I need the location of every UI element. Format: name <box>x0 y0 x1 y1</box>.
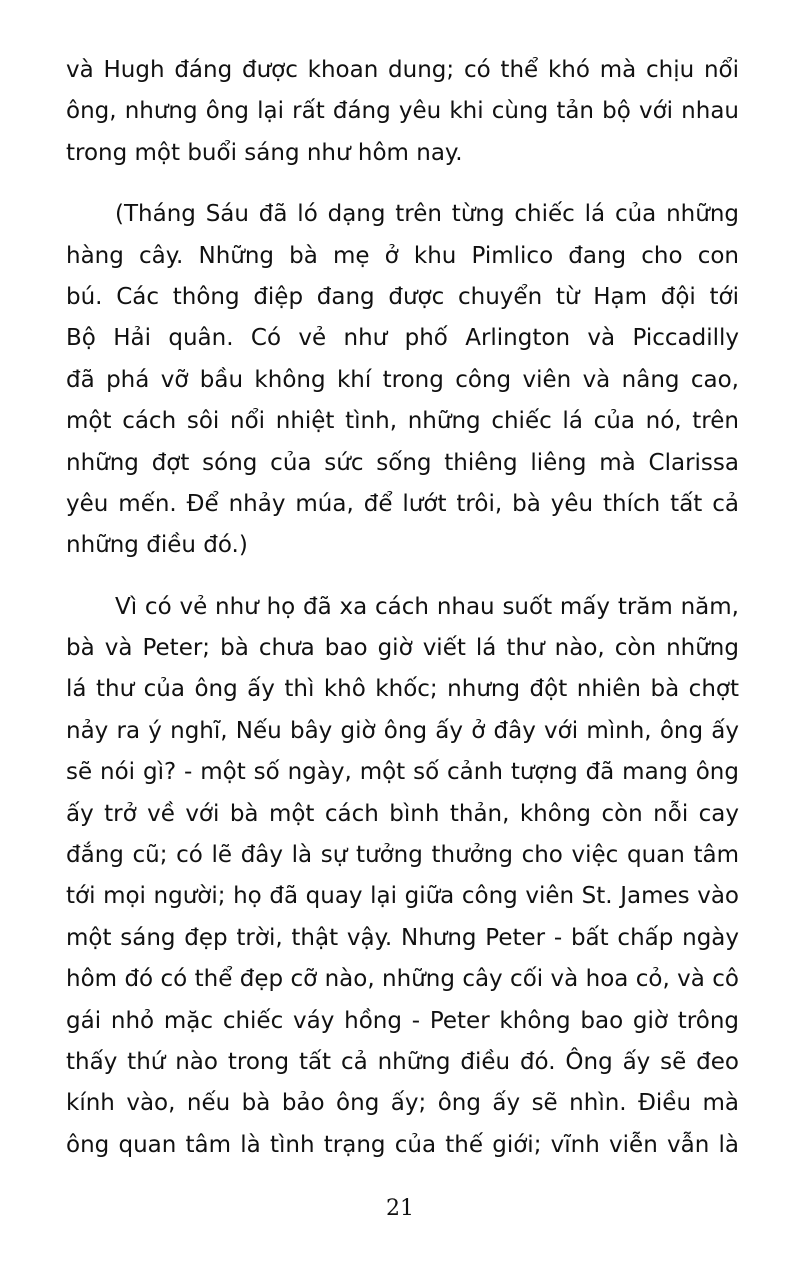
text-line: đã phá vỡ bầu không khí trong công viên và nâng cao, <box>66 366 739 393</box>
text-line: những điều đó.) <box>66 532 248 559</box>
text-line: kính vào, nếu bà bảo ông ấy; ông ấy sẽ nhìn. Điều mà <box>66 1090 739 1117</box>
text-line: Vì có vẻ như họ đã xa cách nhau suốt mấy trăm năm, <box>115 593 739 620</box>
text-line: trong một buổi sáng như hôm nay. <box>66 139 463 166</box>
text-line: ấy trở về với bà một cách bình thản, không còn nỗi cay <box>66 800 739 827</box>
text-line: gái nhỏ mặc chiếc váy hồng - Peter không bao giờ trông <box>66 1007 739 1034</box>
text-line: sẽ nói gì? - một số ngày, một số cảnh tượng đã mang ông <box>66 759 739 786</box>
text-line: một sáng đẹp trời, thật vậy. Nhưng Peter - bất chấp ngày <box>66 924 739 951</box>
text-line: ông quan tâm là tình trạng của thế giới; vĩnh viễn vẫn là <box>66 1131 739 1158</box>
text-line: thấy thứ nào trong tất cả những điều đó. Ông ấy sẽ đeo <box>66 1048 739 1075</box>
text-line: hàng cây. Những bà mẹ ở khu Pimlico đang cho con <box>66 242 739 269</box>
text-line: nảy ra ý nghĩ, Nếu bây giờ ông ấy ở đây với mình, ông ấy <box>66 717 739 744</box>
text-line: lá thư của ông ấy thì khô khốc; nhưng đột nhiên bà chợt <box>66 676 739 703</box>
paragraph <box>66 50 739 174</box>
text-line: ông, nhưng ông lại rất đáng yêu khi cùng tản bộ với nhau <box>66 98 739 125</box>
text-line: đắng cũ; có lẽ đây là sự tưởng thưởng cho việc quan tâm <box>66 842 739 869</box>
text-line: những đợt sóng của sức sống thiêng liêng mà Clarissa <box>66 449 739 476</box>
text-line: Bộ Hải quân. Có vẻ như phố Arlington và Piccadilly <box>66 325 739 352</box>
page-number: 21 <box>386 1196 414 1221</box>
text-line: tới mọi người; họ đã quay lại giữa công viên St. James vào <box>66 883 739 910</box>
text-line: yêu mến. Để nhảy múa, để lướt trôi, bà yêu thích tất cả <box>66 490 739 517</box>
paragraph <box>66 194 739 567</box>
text-line: hôm đó có thể đẹp cỡ nào, những cây cối và hoa cỏ, và cô <box>66 966 739 993</box>
text-line: (Tháng Sáu đã ló dạng trên từng chiếc lá của những <box>115 201 739 228</box>
text-line: bà và Peter; bà chưa bao giờ viết lá thư nào, còn những <box>66 635 739 662</box>
text-line: bú. Các thông điệp đang được chuyển từ Hạm đội tới <box>66 283 739 310</box>
text-line: một cách sôi nổi nhiệt tình, những chiếc lá của nó, trên <box>66 408 739 435</box>
text-line: và Hugh đáng được khoan dung; có thể khó mà chịu nổi <box>66 57 739 83</box>
paragraph <box>66 587 739 1166</box>
book-page-text <box>66 50 739 1166</box>
